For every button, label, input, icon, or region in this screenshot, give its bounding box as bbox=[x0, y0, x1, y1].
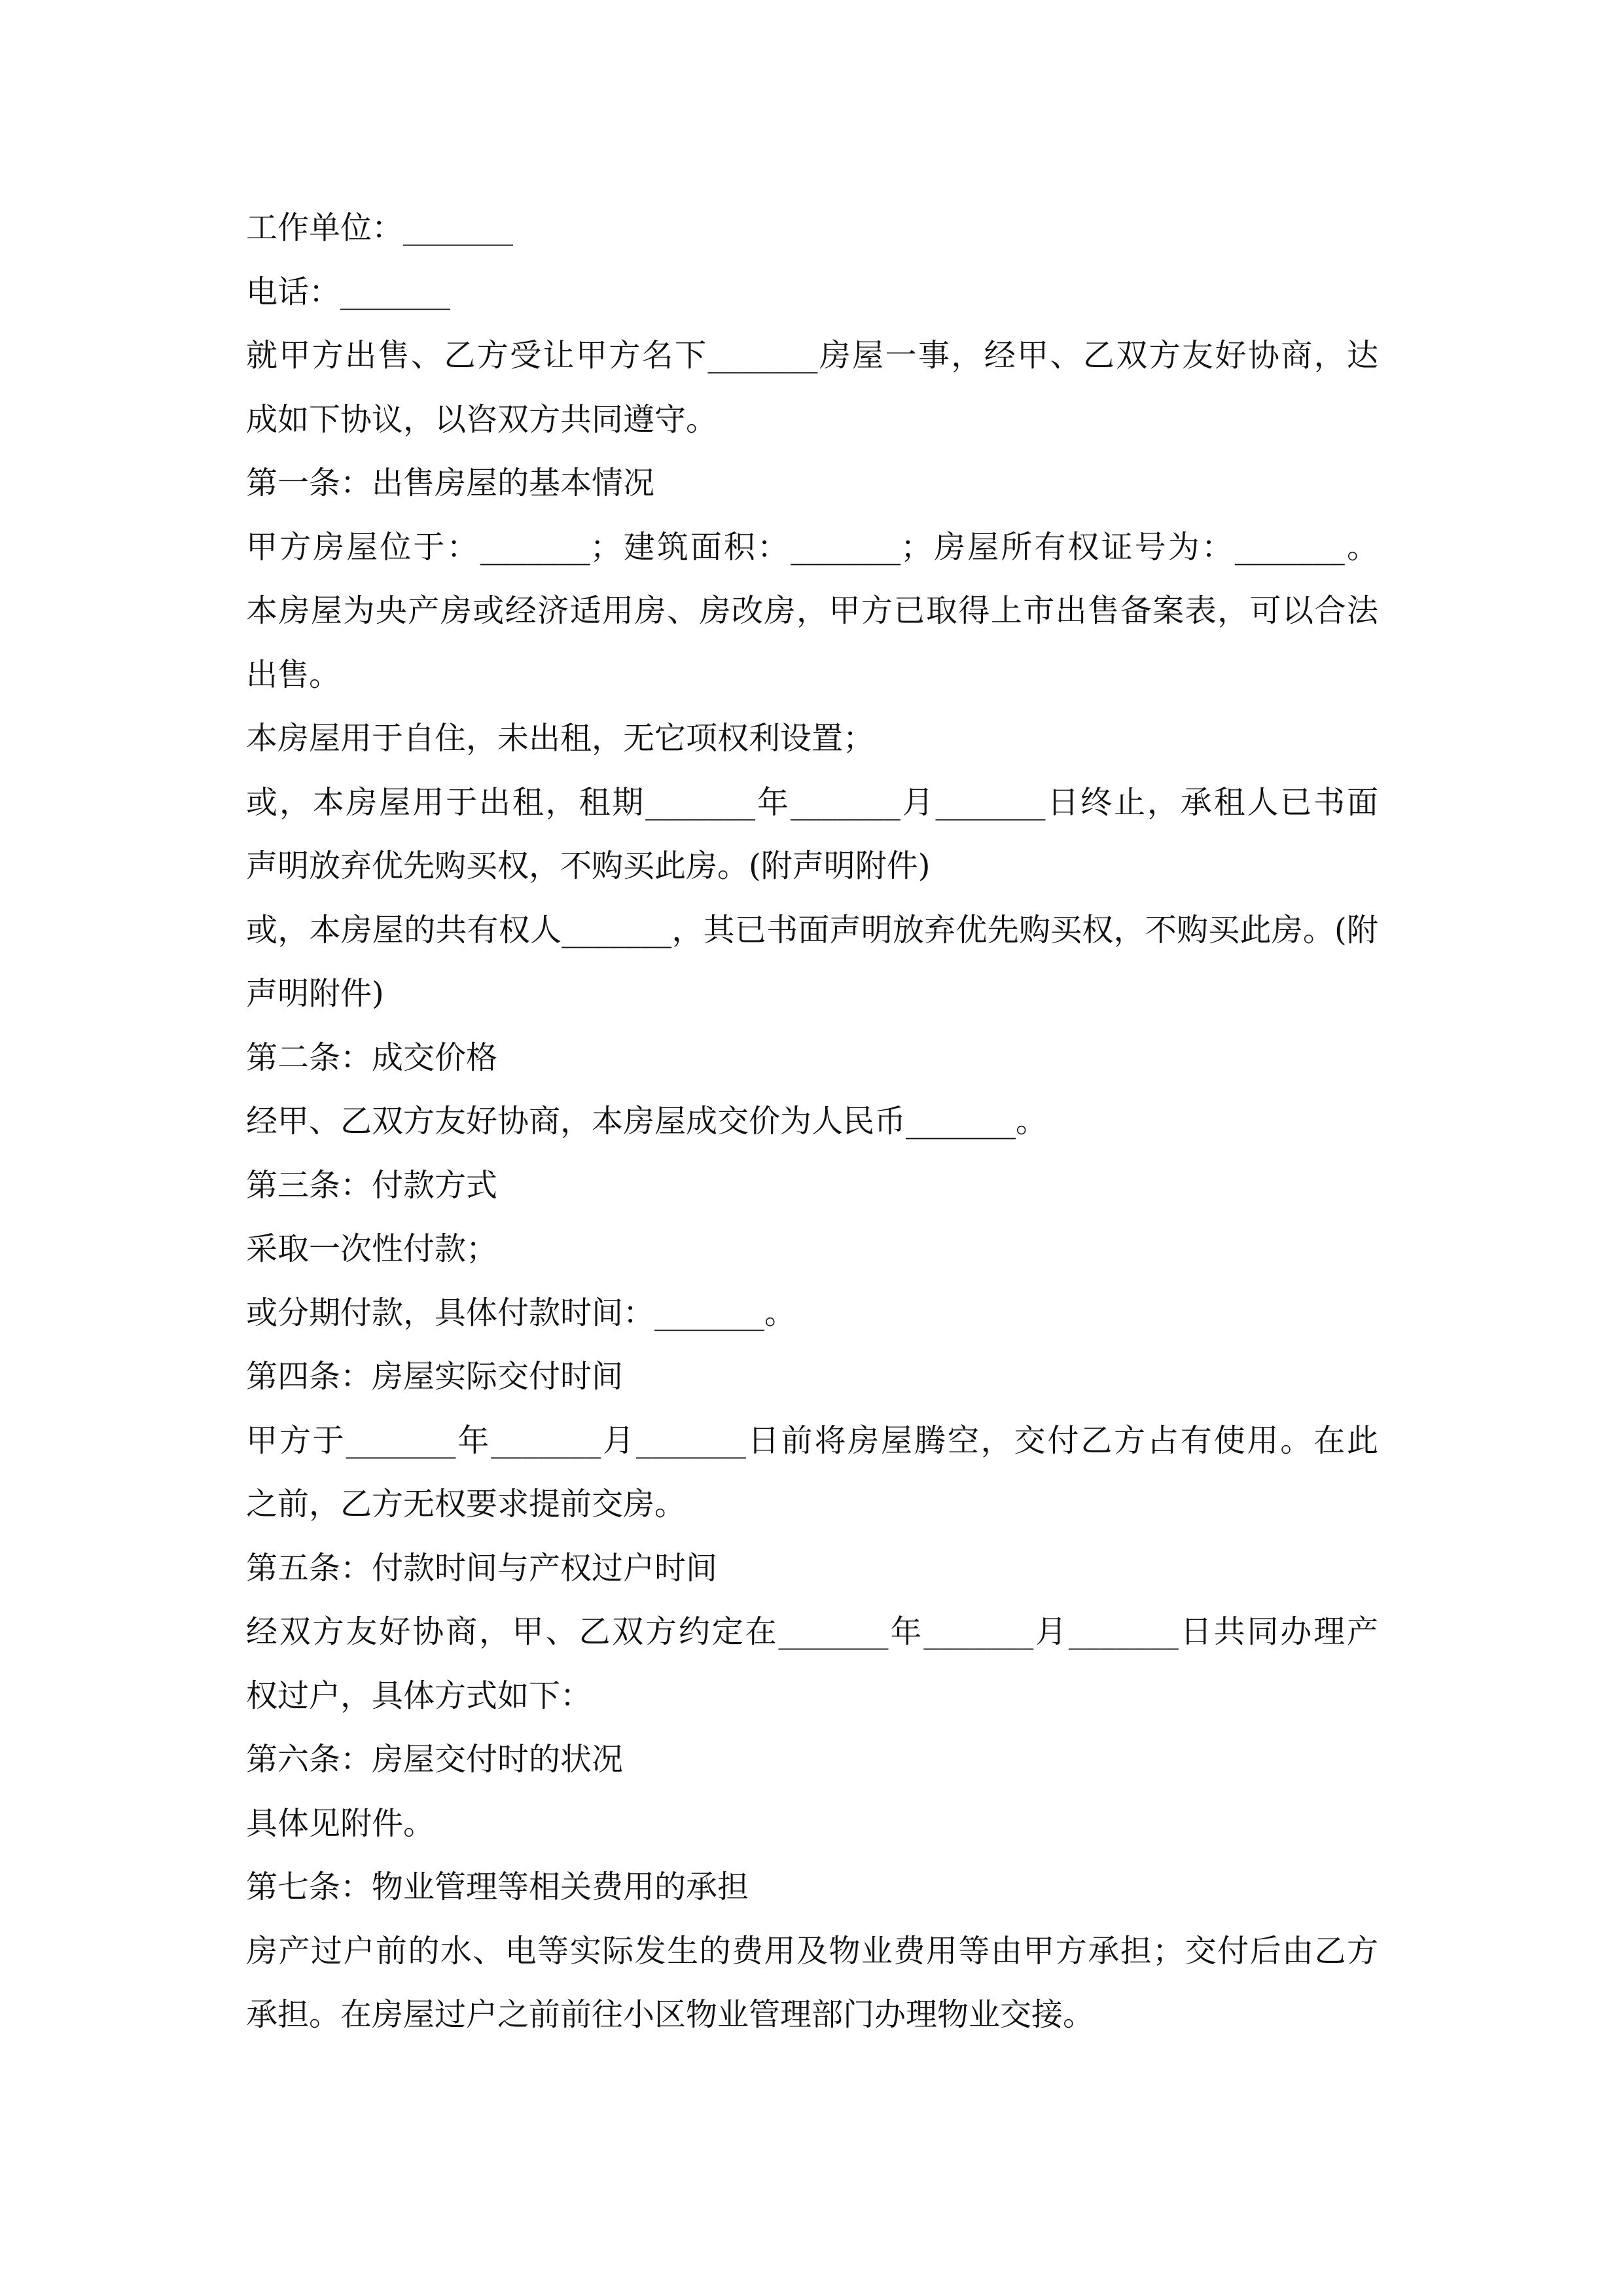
intro-paragraph-line: 成如下协议，以咨双方共同遵守。 bbox=[246, 401, 718, 438]
article-4-paragraph-line: 之前，乙方无权要求提前交房。 bbox=[246, 1486, 687, 1522]
article-7-paragraph-line: 房产过户前的水、电等实际发生的费用及物业费用等由甲方承担；交付后由乙方 bbox=[246, 1932, 1378, 1969]
work-unit-line: 工作单位：_______ bbox=[246, 209, 514, 246]
intro-paragraph-line: 就甲方出售、乙方受让甲方名下_______房屋一事，经甲、乙双方友好协商，达 bbox=[246, 337, 1378, 374]
article-6-heading: 第六条：房屋交付时的状况 bbox=[246, 1741, 624, 1778]
article-6-paragraph-line: 具体见附件。 bbox=[246, 1804, 435, 1842]
article-3-paragraph-line: 或分期付款，具体付款时间：_______。 bbox=[246, 1294, 796, 1331]
article-1-paragraph-line: 甲方房屋位于：_______；建筑面积：_______；房屋所有权证号为：_______。 bbox=[246, 528, 1378, 565]
article-1-paragraph-line: 出售。 bbox=[246, 656, 341, 693]
phone-line: 电话：_______ bbox=[246, 273, 451, 310]
article-4-heading: 第四条：房屋实际交付时间 bbox=[246, 1358, 624, 1395]
article-1-paragraph-line: 声明附件) bbox=[246, 975, 384, 1012]
article-1-paragraph-line: 或，本房屋的共有权人_______，其已书面声明放弃优先购买权，不购买此房。(附 bbox=[246, 911, 1378, 948]
article-1-heading: 第一条：出售房屋的基本情况 bbox=[246, 465, 655, 501]
article-5-paragraph-line: 权过户，具体方式如下： bbox=[246, 1677, 592, 1714]
article-1-paragraph-line: 或，本房屋用于出租，租期_______年_______月_______日终止，承租人已书面 bbox=[246, 783, 1378, 821]
article-1-paragraph-line: 声明放弃优先购买权，不购买此房。(附声明附件) bbox=[246, 848, 931, 884]
article-5-paragraph-line: 经双方友好协商，甲、乙双方约定在_______年_______月_______日共同办理产 bbox=[246, 1613, 1378, 1650]
contract-body bbox=[246, 196, 1378, 2047]
article-4-paragraph-line: 甲方于_______年_______月_______日前将房屋腾空，交付乙方占有使用。在此 bbox=[246, 1422, 1378, 1459]
article-7-heading: 第七条：物业管理等相关费用的承担 bbox=[246, 1869, 749, 1905]
article-1-paragraph-line: 本房屋为央产房或经济适用房、房改房，甲方已取得上市出售备案表，可以合法 bbox=[246, 592, 1378, 629]
article-2-heading: 第二条：成交价格 bbox=[246, 1039, 498, 1076]
article-3-paragraph-line: 采取一次性付款； bbox=[246, 1230, 498, 1267]
article-2-paragraph-line: 经甲、乙双方友好协商，本房屋成交价为人民币_______。 bbox=[246, 1103, 1048, 1139]
article-1-paragraph-line: 本房屋用于自住，未出租，无它项权利设置； bbox=[246, 720, 875, 757]
article-5-heading: 第五条：付款时间与产权过户时间 bbox=[246, 1549, 718, 1587]
article-7-paragraph-line: 承担。在房屋过户之前前往小区物业管理部门办理物业交接。 bbox=[246, 1996, 1095, 2033]
article-3-heading: 第三条：付款方式 bbox=[246, 1166, 498, 1204]
